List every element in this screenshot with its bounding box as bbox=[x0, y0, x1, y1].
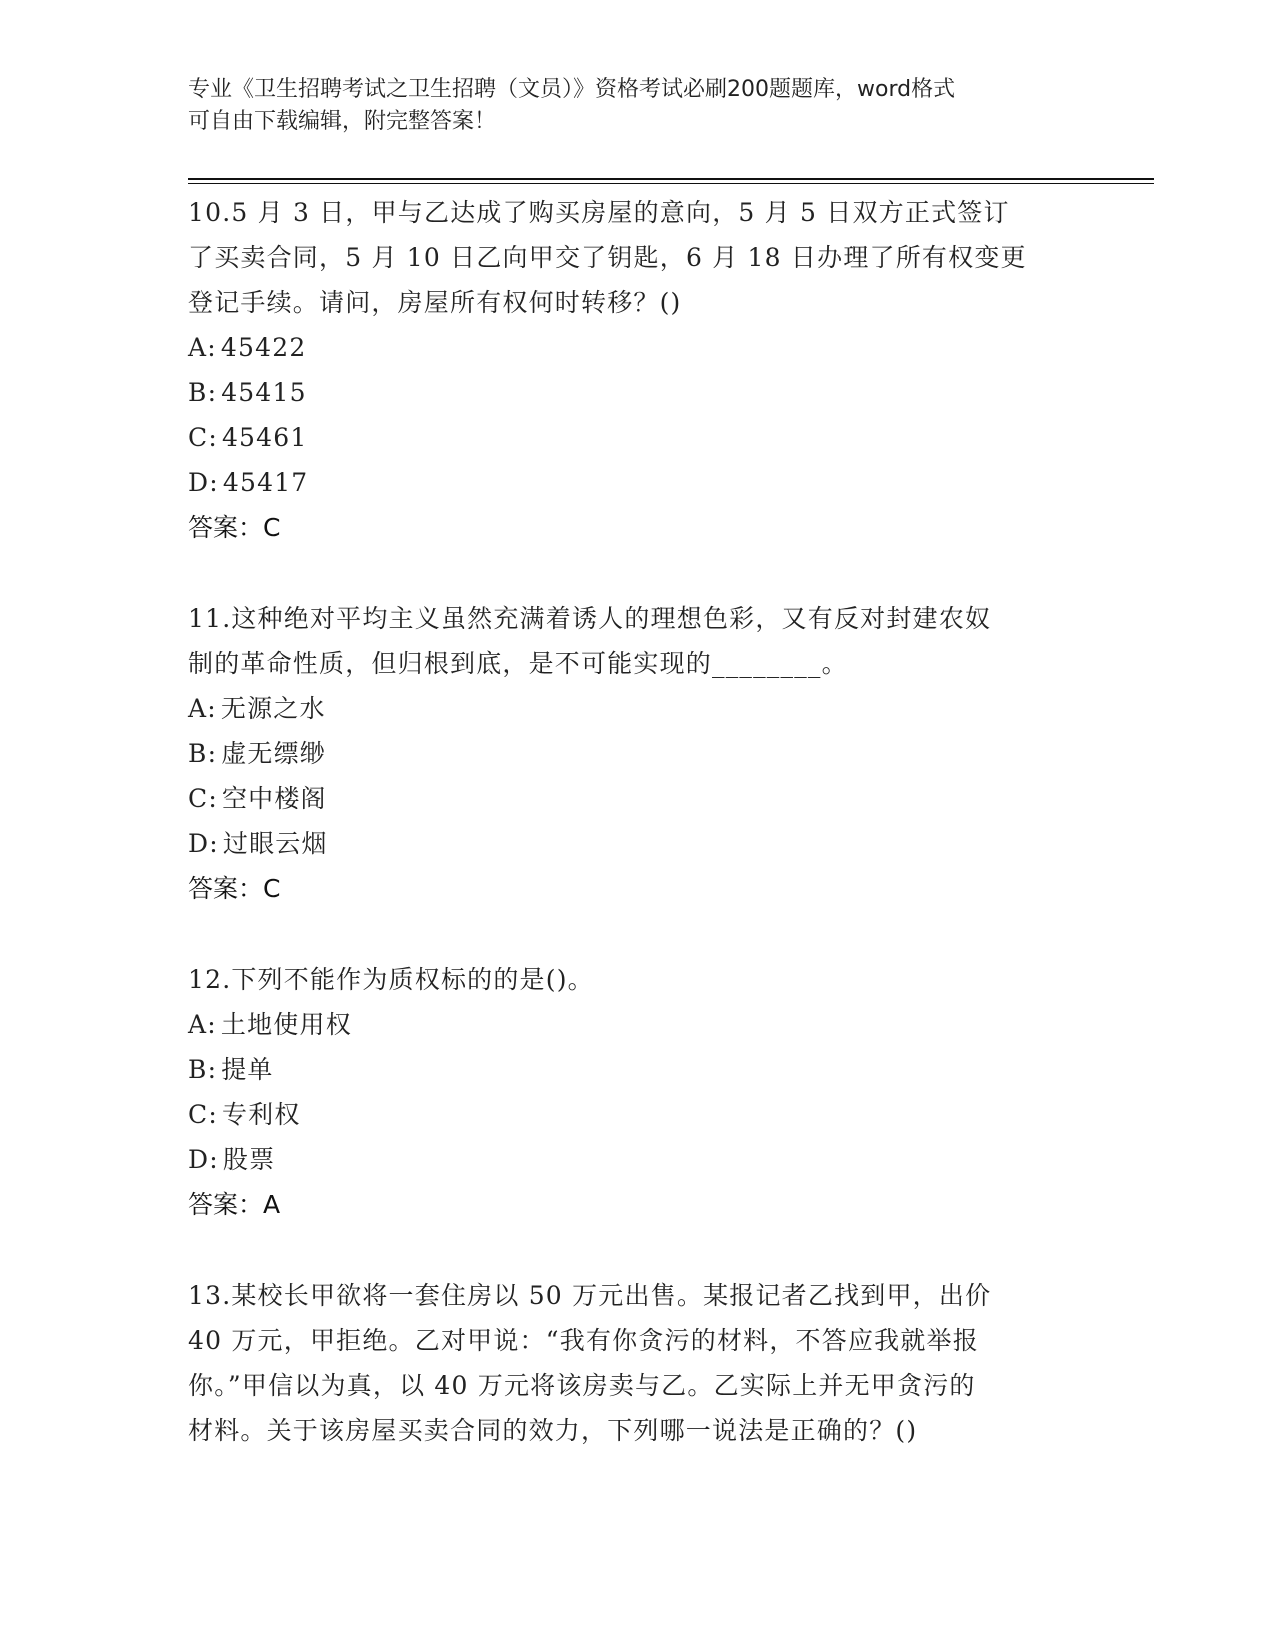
stem-line: 了买卖合同，5 月 10 日乙向甲交了钥匙，6 月 18 日办理了所有权变更 bbox=[188, 243, 1027, 272]
option-c bbox=[188, 776, 1088, 821]
option-letter: D: bbox=[188, 468, 219, 497]
option-letter: C: bbox=[188, 784, 218, 813]
option-b bbox=[188, 1047, 1088, 1092]
option-text: 虚无缥缈 bbox=[221, 739, 327, 768]
option-letter: B: bbox=[188, 739, 218, 768]
option-letter: B: bbox=[188, 1055, 218, 1084]
option-letter: C: bbox=[188, 1100, 218, 1129]
question-12 bbox=[188, 957, 1088, 1227]
option-text: 无源之水 bbox=[220, 694, 326, 723]
option-text: 提单 bbox=[221, 1055, 274, 1084]
stem-line: 12.下列不能作为质权标的的是()。 bbox=[188, 965, 594, 994]
stem-line: 13.某校长甲欲将一套住房以 50 万元出售。某报记者乙找到甲，出价 bbox=[188, 1281, 992, 1310]
option-letter: A: bbox=[188, 1010, 217, 1039]
option-letter: A: bbox=[188, 333, 217, 362]
header-divider-thin bbox=[188, 183, 1154, 184]
option-text: 45422 bbox=[220, 333, 307, 362]
option-letter: D: bbox=[188, 1145, 219, 1174]
stem-line: 11.这种绝对平均主义虽然充满着诱人的理想色彩，又有反对封建农奴 bbox=[188, 604, 992, 633]
header-title-line-2: 可自由下载编辑，附完整答案！ bbox=[188, 109, 497, 134]
option-text: 专利权 bbox=[221, 1100, 301, 1129]
question-stem bbox=[188, 596, 1088, 686]
option-text: 45415 bbox=[221, 378, 307, 407]
option-text: 土地使用权 bbox=[220, 1010, 352, 1039]
question-stem bbox=[188, 190, 1088, 325]
stem-line: 10.5 月 3 日，甲与乙达成了购买房屋的意向，5 月 5 日双方正式签订 bbox=[188, 198, 1010, 227]
question-10 bbox=[188, 190, 1088, 550]
question-list bbox=[188, 190, 1088, 1499]
option-letter: A: bbox=[188, 694, 217, 723]
answer-line: 答案：A bbox=[188, 1190, 281, 1219]
document-header bbox=[188, 74, 1088, 138]
question-13 bbox=[188, 1273, 1088, 1453]
question-stem bbox=[188, 1273, 1088, 1453]
option-b bbox=[188, 731, 1088, 776]
option-a bbox=[188, 325, 1088, 370]
option-c bbox=[188, 415, 1088, 460]
option-letter: B: bbox=[188, 378, 218, 407]
option-text: 股票 bbox=[222, 1145, 276, 1174]
option-text: 空中楼阁 bbox=[221, 784, 327, 813]
option-d bbox=[188, 460, 1088, 505]
header-divider-thick bbox=[188, 178, 1154, 180]
option-text: 45417 bbox=[222, 468, 309, 497]
option-text: 45461 bbox=[221, 423, 308, 452]
option-a bbox=[188, 1002, 1088, 1047]
answer-line: 答案：C bbox=[188, 513, 281, 542]
option-c bbox=[188, 1092, 1088, 1137]
stem-line: 你。”甲信以为真，以 40 万元将该房卖与乙。乙实际上并无甲贪污的 bbox=[188, 1371, 976, 1400]
question-stem bbox=[188, 957, 1088, 1002]
stem-line: 登记手续。请问，房屋所有权何时转移？() bbox=[188, 288, 682, 317]
question-11 bbox=[188, 596, 1088, 911]
option-text: 过眼云烟 bbox=[222, 829, 328, 858]
option-a bbox=[188, 686, 1088, 731]
option-letter: C: bbox=[188, 423, 218, 452]
stem-line: 材料。关于该房屋买卖合同的效力，下列哪一说法是正确的？() bbox=[188, 1416, 918, 1445]
option-d bbox=[188, 821, 1088, 866]
option-b bbox=[188, 370, 1088, 415]
stem-line: 40 万元，甲拒绝。乙对甲说：“我有你贪污的材料，不答应我就举报 bbox=[188, 1326, 979, 1355]
stem-line: 制的革命性质，但归根到底，是不可能实现的________。 bbox=[188, 649, 848, 678]
answer-line: 答案：C bbox=[188, 874, 281, 903]
option-letter: D: bbox=[188, 829, 219, 858]
header-title-line-1: 专业《卫生招聘考试之卫生招聘（文员）》资格考试必刷200题题库，word格式 bbox=[188, 77, 956, 102]
option-d bbox=[188, 1137, 1088, 1182]
